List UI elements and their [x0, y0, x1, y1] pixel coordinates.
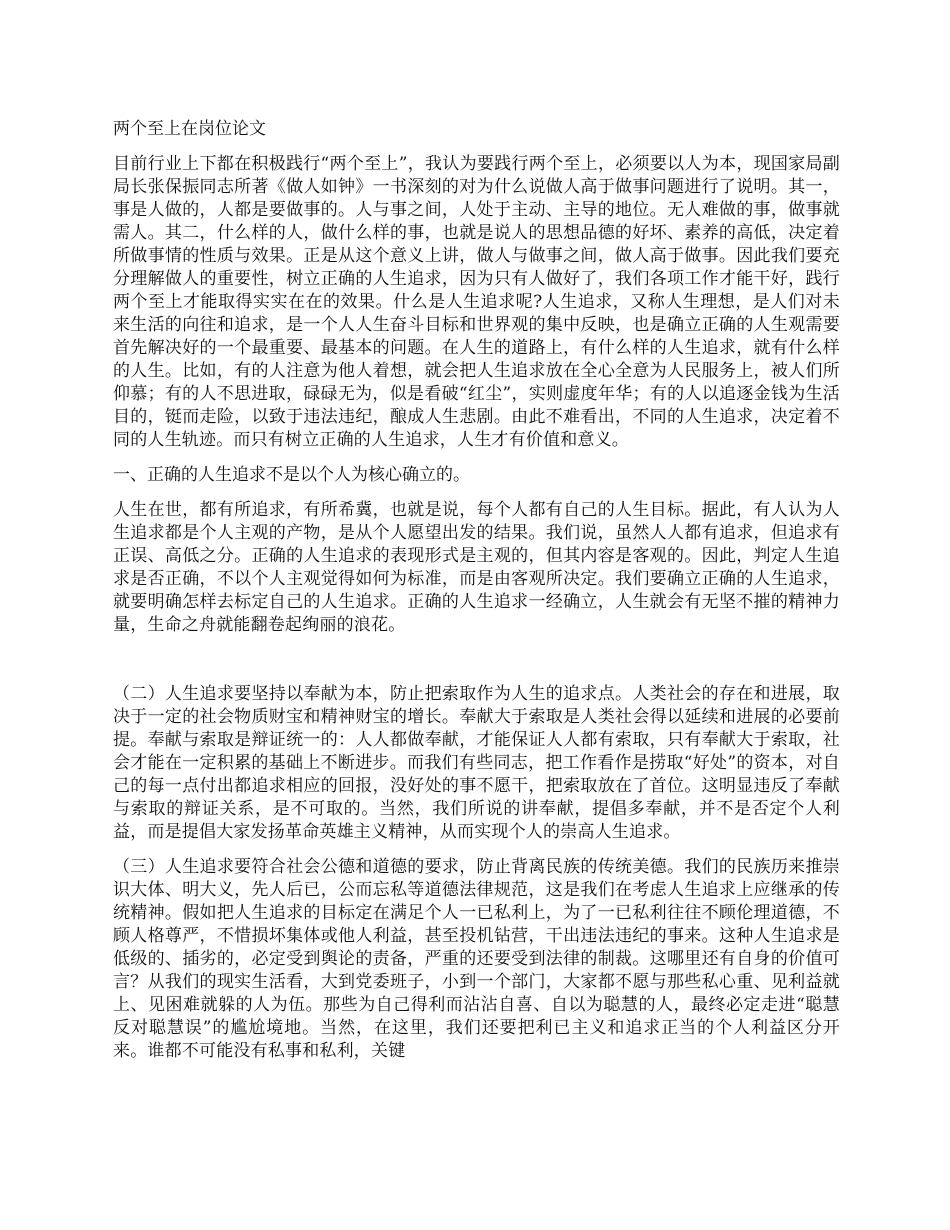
section-heading-1: 一、正确的人生追求不是以个人为核心确立的。 — [113, 465, 470, 485]
document-title: 两个至上在岗位论文 — [113, 119, 266, 139]
paragraph-section-3: （三）人生追求要符合社会公德和道德的要求，防止背离民族的传统美德。我们的民族历来推崇识大体、明大义，先人后已，公而忘私等道德法律规范，这是我们在考虑人生追求上应继承的传统精神。假如把人生追求的目标定在满足个人一已私利上，为了一已私利往往不顾伦理道德，不顾人格尊严，不惜损坏集体或他人利益，甚至投机钻营，干出违法违纪的事来。这种人生追求是低级的、插劣的，必定受到舆论的责备，严重的还要受到法律的制裁。这哪里还有自身的价值可言？从我们的现实生活看，大到党委班子，小到一个部门，大家都不愿与那些私心重、见利益就上、见困难就躲的人为伍。那些为自己得利而沾沾自喜、自以为聪慧的人，最终必定走进“聪慧反对聪慧误”的尴尬境地。当然，在这里，我们还要把利已主义和追求正当的个人利益区分开来。谁都不可能没有私事和私利，关键 — [113, 857, 840, 1061]
paragraph-section-1: 人生在世，都有所追求，有所希冀，也就是说，每个人都有自己的人生目标。据此，有人认为人生追求都是个人主观的产物，是从个人愿望出发的结果。我们说，虽然人人都有追求，但追求有正误、高低之分。正确的人生追求的表现形式是主观的，但其内容是客观的。因此，判定人生追求是否正确，不以个人主观觉得如何为标准，而是由客观所决定。我们要确立正确的人生追求，就要明确怎样去标定自己的人生追求。正确的人生追求一经确立，人生就会有无坚不摧的精神力量，生命之舟就能翻卷起绚丽的浪花。 — [113, 500, 840, 635]
paragraph-intro: 目前行业上下都在积极践行“两个至上”，我认为要践行两个至上，必须要以人为本，现国家局副局长张保振同志所著《做人如钟》一书深刻的对为什么说做人高于做事问题进行了说明。其一，事是人做的，人都是要做事的。人与事之间，人处于主动、主导的地位。无人难做的事，做事就需人。其二，什么样的人，做什么样的事，也就是说人的思想品德的好坏、素养的高低，决定着所做事情的性质与效果。正是从这个意义上讲，做人与做事之间，做人高于做事。因此我们要充分理解做人的重要性，树立正确的人生追求，因为只有人做好了，我们各项工作才能干好，践行两个至上才能取得实实在在的效果。什么是人生追求呢?人生追求，又称人生理想，是人们对未来生活的向往和追求，是一个人人生奋斗目标和世界观的集中反映，也是确立正确的人生观需要首先解决好的一个最重要、最基本的问题。在人生的道路上，有什么样的人生追求，就有什么样的人生。比如，有的人注意为他人着想，就会把人生追求放在全心全意为人民服务上，被人们所仰慕；有的人不思进取，碌碌无为，似是看破“红尘”，实则虚度年华；有的人以追逐金钱为生活目的，铤而走险，以致于违法违纪，酿成人生悲剧。由此不难看出，不同的人生追求，决定着不同的人生轨迹。而只有树立正确的人生追求，人生才有价值和意义。 — [113, 154, 840, 450]
document-body — [113, 118, 840, 1075]
paragraph-section-2: （二）人生追求要坚持以奉献为本，防止把索取作为人生的追求点。人类社会的存在和进展，取决于一定的社会物质财宝和精神财宝的增长。奉献大于索取是人类社会得以延续和进展的必要前提。奉献与索取是辩证统一的：人人都做奉献，才能保证人人都有索取，只有奉献大于索取，社会才能在一定积累的基础上不断进步。而我们有些同志，把工作看作是捞取“好处”的资本，对自己的每一点付出都追求相应的回报，没好处的事不愿干，把索取放在了首位。这明显违反了奉献与索取的辩证关系，是不可取的。当然，我们所说的讲奉献，提倡多奉献，并不是否定个人利益，而是提倡大家发扬革命英雄主义精神，从而实现个人的崇高人生追求。 — [113, 684, 840, 842]
paragraph-gap — [113, 649, 840, 683]
